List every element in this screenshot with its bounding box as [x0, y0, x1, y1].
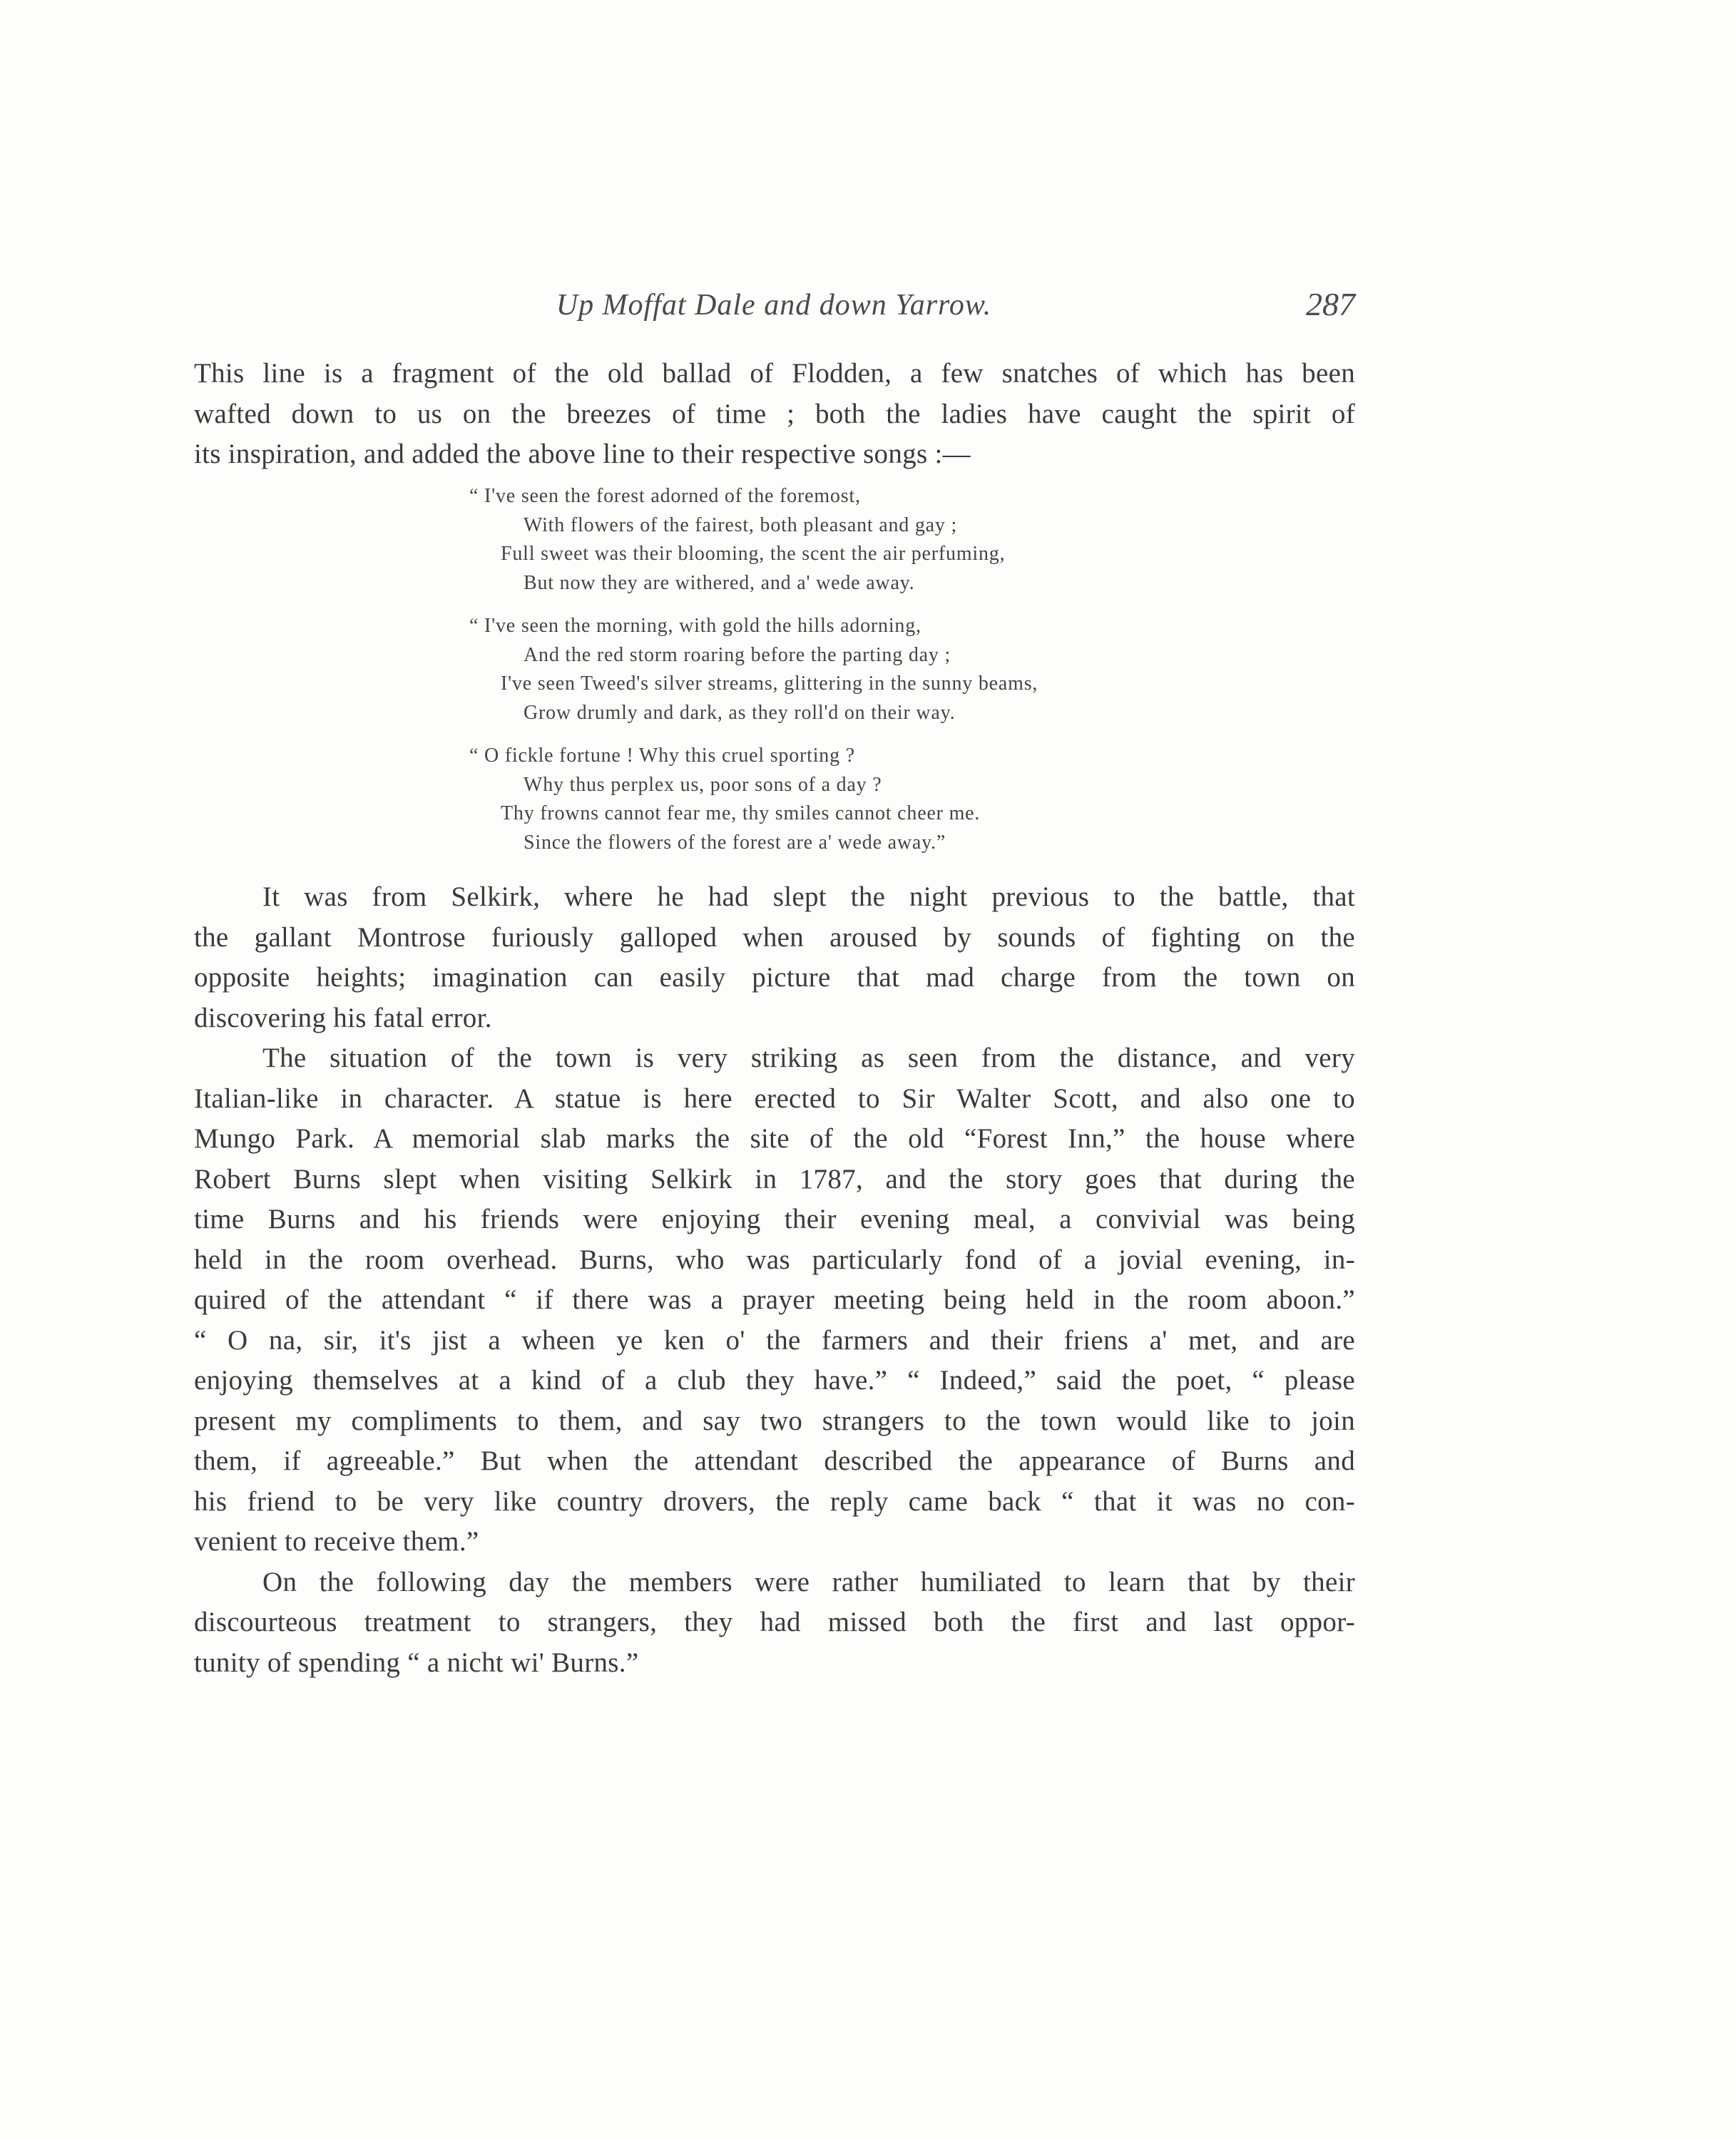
text-line: discovering his fatal error. [194, 1002, 492, 1033]
paragraph-following-day [194, 1562, 1355, 1684]
verse-line: Full sweet was their blooming, the scent the air perfuming, [501, 543, 1006, 565]
text-line: Robert Burns slept when visiting Selkirk in 1787, and the story goes that during the [194, 1163, 1355, 1195]
page-number: 287 [1306, 286, 1355, 322]
text-line: It was from Selkirk, where he had slept the night previous to the battle, that [262, 881, 1355, 912]
ballad-verse [469, 482, 1183, 871]
intro-paragraph [194, 354, 1355, 475]
verse-line: Grow drumly and dark, as they roll'd on their way. [524, 701, 956, 724]
verse-line: Why thus perplex us, poor sons of a day ? [524, 773, 882, 796]
text-line: time Burns and his friends were enjoying their evening meal, a convivial was being [194, 1204, 1355, 1234]
text-line: “ O na, sir, it's jist a wheen ye ken o' the farmers and their friens a' met, and are [194, 1324, 1355, 1356]
verse-line: I've seen Tweed's silver streams, glittering in the sunny beams, [501, 672, 1038, 695]
text-line: The situation of the town is very striking as seen from the distance, and very [262, 1043, 1355, 1073]
verse-line: But now they are withered, and a' wede away. [524, 571, 915, 594]
text-line: This line is a fragment of the old ballad of Flodden, a few snatches of which has been [194, 358, 1355, 389]
verse-line: Thy frowns cannot fear me, thy smiles cannot cheer me. [501, 802, 981, 824]
running-head [193, 285, 1355, 328]
text-line: enjoying themselves at a kind of a club they have.” “ Indeed,” said the poet, “ please [194, 1365, 1355, 1396]
verse-stanza [469, 482, 1183, 598]
text-line: them, if agreeable.” But when the attendant described the appearance of Burns and [194, 1446, 1355, 1476]
text-line: opposite heights; imagination can easily picture that mad charge from the town on [194, 962, 1355, 993]
text-line: present my compliments to them, and say two strangers to the town would like to join [194, 1405, 1355, 1436]
verse-stanza [469, 612, 1183, 727]
verse-line: With flowers of the fairest, both pleasant and gay ; [524, 513, 958, 536]
verse-line: “ I've seen the forest adorned of the foremost, [469, 485, 861, 507]
paragraph-montrose [194, 877, 1355, 1038]
main-text [194, 877, 1355, 1683]
text-line: the gallant Montrose furiously galloped when aroused by sounds of fighting on the [194, 921, 1355, 953]
text-line: quired of the attendant “ if there was a prayer meeting being held in the room aboon.” [194, 1284, 1355, 1315]
verse-line: Since the flowers of the forest are a' wede away.” [524, 831, 946, 854]
text-line: held in the room overhead. Burns, who was particularly fond of a jovial evening, in- [194, 1244, 1355, 1275]
text-line: venient to receive them.” [194, 1526, 479, 1557]
text-line: On the following day the members were rather humiliated to learn that by their [262, 1566, 1355, 1597]
verse-stanza [469, 742, 1183, 857]
text-line: tunity of spending “ a nicht wi' Burns.” [194, 1647, 639, 1678]
verse-line: And the red storm roaring before the parting day ; [524, 643, 951, 666]
verse-line: “ I've seen the morning, with gold the hills adorning, [469, 615, 921, 637]
running-title: Up Moffat Dale and down Yarrow. [556, 289, 992, 322]
text-line: discourteous treatment to strangers, they had missed both the first and last oppor- [194, 1607, 1355, 1637]
text-line: its inspiration, and added the above line to their respective songs :— [194, 439, 971, 469]
paragraph-selkirk [194, 1038, 1355, 1562]
text-line: Mungo Park. A memorial slab marks the site of the old “Forest Inn,” the house where [194, 1123, 1355, 1154]
text-line: Italian-like in character. A statue is here erected to Sir Walter Scott, and also one to [194, 1083, 1355, 1114]
text-line: his friend to be very like country drovers, the reply came back “ that it was no con- [194, 1485, 1355, 1517]
text-line: wafted down to us on the breezes of time ; both the ladies have caught the spirit of [194, 398, 1355, 429]
verse-line: “ O fickle fortune ! Why this cruel sporting ? [469, 745, 855, 767]
